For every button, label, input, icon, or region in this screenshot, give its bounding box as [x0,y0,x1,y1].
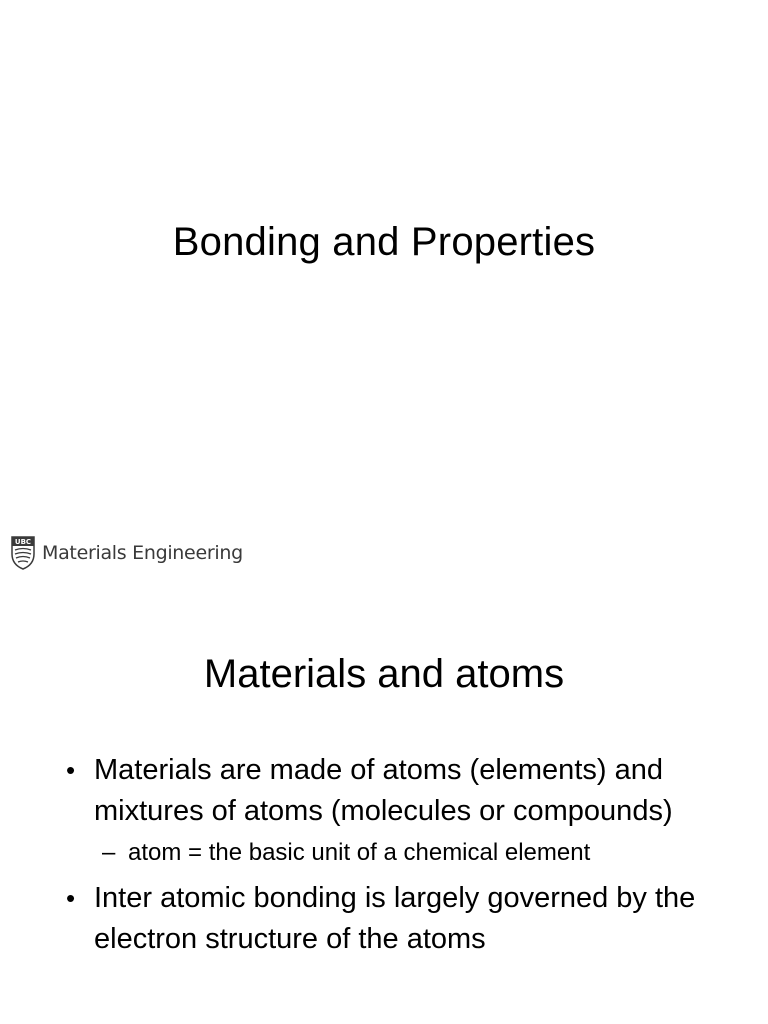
footer-logo [10,535,243,571]
footer-department-name: Materials Engineering [42,542,243,564]
ubc-crest-icon [10,535,36,571]
bullet-marker: • [66,755,76,785]
list-item [66,878,726,960]
bullet-text: Inter atomic bonding is largely governed by the electron structure of the atoms [94,882,696,955]
bullet-list [66,750,726,960]
sub-bullet-text: atom = the basic unit of a chemical element [128,839,591,866]
list-item [66,750,726,832]
ubc-logo-text: UBC [14,538,32,546]
bullet-marker: • [66,883,76,913]
slide-title: Materials and atoms [203,652,565,696]
slide-title: Bonding and Properties [172,220,596,264]
slide-materials-and-atoms [0,590,768,1024]
list-item [66,836,726,870]
sub-bullet-marker: – [102,839,116,866]
bullet-text: Materials are made of atoms (elements) and mixtures of atoms (molecules or compounds) [94,754,673,827]
